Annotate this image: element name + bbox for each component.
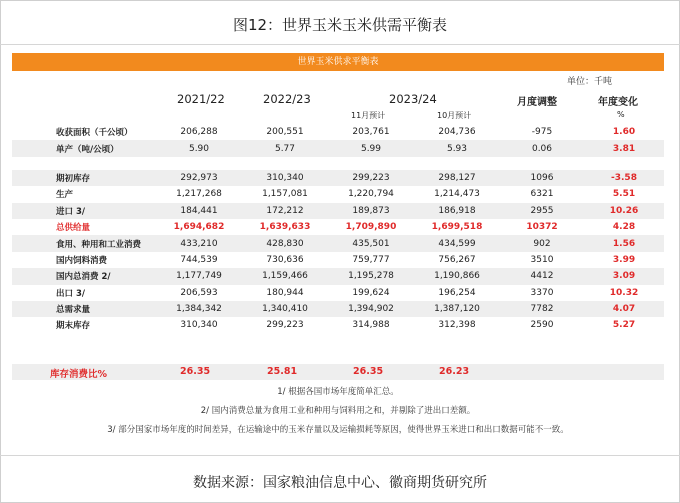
cell: 1,394,902 [328,301,414,317]
table-row-total-supply [12,219,664,235]
row-label: 收获面积（千公顷） [56,128,133,139]
cell: 180,944 [266,287,304,298]
cell-change: 3.09 [584,268,664,284]
table-row [12,170,664,186]
header-oct-forecast: 10月预计 [437,111,472,120]
note-1: 1/ 根据各国市场年度简单汇总。 [277,387,399,397]
cell: 435,501 [328,235,414,251]
row-label: 单产（吨/公顷） [12,140,156,156]
cell: 1,157,081 [262,189,308,200]
cell: 756,267 [438,254,476,265]
cell: 310,340 [180,320,218,331]
cell: 1,217,268 [176,189,222,200]
cell: 1,639,633 [259,222,311,233]
cell: 299,223 [328,170,414,186]
cell: 759,777 [352,254,390,265]
table-banner: 世界玉米供求平衡表 [12,53,664,71]
table-row [12,124,664,140]
cell: 196,254 [438,287,476,298]
row-label: 期初库存 [12,170,156,186]
cell: 902 [500,235,584,251]
cell: 292,973 [156,170,242,186]
header-percent: % [617,110,625,119]
cell-change: 5.27 [612,320,636,331]
cell: 314,988 [352,320,390,331]
cell: 199,624 [352,287,390,298]
row-label: 出口 3/ [56,288,85,299]
cell-change: 4.28 [612,222,636,233]
stock-ratio-2022: 25.81 [267,366,298,377]
row-label: 生产 [56,190,74,201]
cell: 5.77 [242,140,328,156]
table-row [12,252,664,268]
cell: 200,551 [266,127,304,138]
cell: 5.90 [156,140,242,156]
header-2022-23: 2022/23 [263,92,311,106]
cell-change: 10.32 [609,287,639,298]
stock-ratio-row [12,364,664,380]
cell: 189,873 [328,203,414,219]
cell: 5.99 [328,140,414,156]
cell: 310,340 [242,170,328,186]
note-2: 2/ 国内消费总量为食用工业和种用与饲料用之和，并剔除了进出口差额。 [200,406,476,416]
row-label: 期末库存 [56,321,91,332]
table-spacer [12,157,664,170]
data-table [12,124,664,334]
cell: 2955 [500,203,584,219]
cell-change: -3.58 [584,170,664,186]
cell: 1,159,466 [242,268,328,284]
row-label: 总需求量 [12,301,156,317]
cell: 3510 [530,254,554,265]
cell: 1,709,890 [345,222,397,233]
header-2023-24: 2023/24 [389,92,437,106]
cell: 1,384,342 [156,301,242,317]
row-label: 国内饲料消费 [56,255,108,266]
cell: 428,830 [242,235,328,251]
row-label: 进口 3/ [12,203,156,219]
cell: -975 [531,127,553,138]
cell: 434,599 [414,235,500,251]
cell: 10372 [526,222,558,233]
balance-table [12,53,664,444]
row-label: 食用、种用和工业消费 [12,235,156,251]
stock-ratio-label: 库存消费比% [50,369,108,380]
stock-ratio-2021: 26.35 [180,366,211,377]
cell-change: 10.26 [584,203,664,219]
cell: 1,190,866 [414,268,500,284]
cell: 7782 [500,301,584,317]
cell: 1,214,473 [434,189,480,200]
cell: 4412 [500,268,584,284]
table-row [12,285,664,301]
source-divider [0,455,680,456]
cell: 184,441 [156,203,242,219]
table-row [12,140,664,156]
figure-title: 图12：世界玉米玉米供需平衡表 [232,16,448,34]
cell-change: 4.07 [584,301,664,317]
cell: 433,210 [156,235,242,251]
cell-change: 5.51 [612,189,636,200]
table-row [12,203,664,219]
cell: 1096 [500,170,584,186]
cell-change: 3.81 [584,140,664,156]
cell: 1,699,518 [431,222,483,233]
row-label: 国内总消费 2/ [12,268,156,284]
cell: 299,223 [266,320,304,331]
stock-ratio-nov: 26.35 [353,366,384,377]
table-row [12,268,664,284]
cell: 0.06 [500,140,584,156]
cell: 206,288 [180,127,218,138]
cell: 203,761 [352,127,390,138]
cell: 298,127 [414,170,500,186]
note-3: 3/ 部分国家市场年度的时间差异，在运输途中的玉米存量以及运输损耗等原因，使得世界玉米进口和出口数据可能不一致。 [107,425,569,435]
cell: 730,636 [266,254,304,265]
cell: 1,177,749 [156,268,242,284]
cell: 5.93 [414,140,500,156]
header-2021-22: 2021/22 [177,92,225,106]
table-row [12,301,664,317]
table-row [12,317,664,333]
cell: 186,918 [414,203,500,219]
cell: 2590 [530,320,554,331]
header-nov-forecast: 11月预计 [351,111,386,120]
cell: 1,195,278 [328,268,414,284]
unit-label: 单位：千吨 [566,77,612,87]
cell: 6321 [530,189,554,200]
table-row [12,235,664,251]
row-label: 总供给量 [56,223,91,234]
title-divider [0,44,680,45]
cell-change: 1.60 [612,127,636,138]
cell: 744,539 [180,254,218,265]
cell-change: 3.99 [612,254,636,265]
cell: 1,694,682 [173,222,225,233]
cell: 1,340,410 [242,301,328,317]
header-monthly-adjust: 月度调整 [517,97,557,108]
cell: 1,387,120 [414,301,500,317]
cell: 1,220,794 [348,189,394,200]
cell-change: 1.56 [584,235,664,251]
table-row [12,186,664,202]
cell: 3370 [530,287,554,298]
data-source: 数据来源：国家粮油信息中心、徽商期货研究所 [193,475,487,491]
cell: 172,212 [242,203,328,219]
stock-ratio-oct: 26.23 [439,366,470,377]
cell: 312,398 [438,320,476,331]
header-yearly-change: 年度变化 [598,97,638,108]
cell: 206,593 [180,287,218,298]
cell: 204,736 [438,127,476,138]
